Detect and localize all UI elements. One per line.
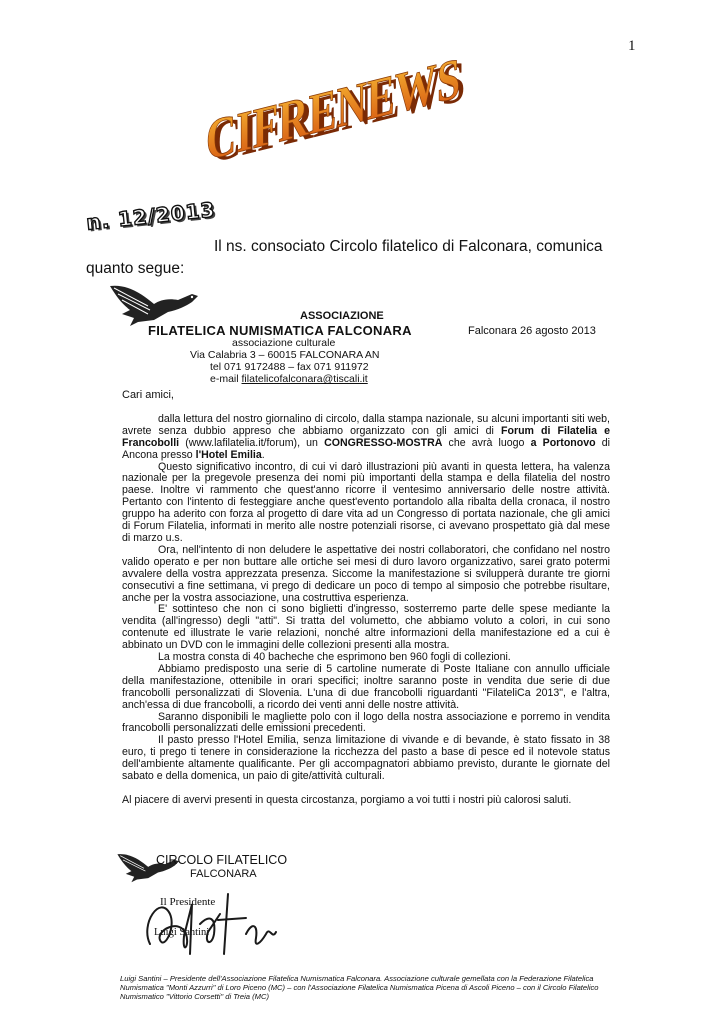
association-label: ASSOCIAZIONE [300,310,384,322]
paragraph-4: E' sottinteso che non ci sono biglietti d'ingresso, sosterremo parte delle spese mediante la vendita (all'ingresso) degli "atti". Si tratta del volumetto, che abbiamo voluto a colori, in cui sono contenute ed illustrate le varie relazioni, nonché altre informazioni della manifestazione ed a cui è abbinato un DVD con le immagini delle collezioni presenti alla mostra. [122,603,610,652]
association-name: FILATELICA NUMISMATICA FALCONARA [148,323,412,338]
email-prefix: e-mail [210,373,242,385]
association-email [210,373,368,385]
forum-name: Forum di Filatelia e Francobolli [122,424,610,449]
handwritten-signature [120,874,290,964]
logo-graphic [196,58,486,178]
cifrenews-logo [196,58,486,178]
signature-name: Luigi Santini [154,927,210,938]
page-number: 1 [628,38,636,54]
footer-note: Luigi Santini – Presidente dell'Associazione Filatelica Numismatica Falconara. Associazione culturale gemellata con la Federazione Filatelica Numismatica "Monti Azzurri" di Loro Piceno (MC) – con l'Associazione Filatelica Numismatica Picena di Ascoli Piceno – con il Circolo Filatelico Numismatico "Vittorio Corsetti" di Treia (MC) [120,974,599,1001]
greeting: Cari amici, [122,389,174,401]
issue-number: n. 12/2013 [85,197,217,235]
event-name: CONGRESSO-MOSTRA [324,436,443,449]
logo-text: CIFRENEWS [206,58,486,174]
association-subtitle: associazione culturale [232,337,336,349]
closing: Al piacere di avervi presenti in questa circostanza, porgiamo a voi tutti i nostri più calorosi saluti. [122,794,572,806]
intro-text: Il ns. consociato Circolo filatelico di Falconara, comunica quanto segue: [86,238,603,277]
letter-body [122,388,610,807]
paragraph-7: Saranno disponibili le magliette polo con il logo della nostra associazione e porremo in vendita francobolli personalizzati delle emissioni precedenti. [122,710,610,735]
paragraph-1 [122,414,610,462]
paragraph-6: Abbiamo predisposto una serie di 5 cartoline numerate di Poste Italiane con annullo ufficiale della manifestazione, ottenibile in orari specifici; inoltre saranno poste in vendita due serie di due francobolli personalizzati di Slovenia. L'una di due francobolli riguardanti "FilateliCa 2013", e l'altra, anch'essa di due francobolli, a ricordo dei venti anni delle nostre attività. [122,662,610,711]
signature-city: FALCONARA [190,868,257,880]
p1-text: che avrà luogo [442,436,531,449]
signature-club: CIRCOLO FILATELICO [156,853,288,867]
association-address: Via Calabria 3 – 60015 FALCONARA AN [190,349,380,361]
svg-text:CIFRENEWS: CIFRENEWS [210,58,486,177]
p1-text: dalla lettura del nostro giornalino di circolo, dalla stampa nazionale, su alcuni importanti siti web, avrete senza dubbio appreso che abbiamo organizzato con gli amici di [122,412,610,437]
association-phone: tel 071 9172488 – fax 071 911972 [210,361,369,373]
paragraph-5: La mostra consta di 40 bacheche che esprimono ben 960 fogli di collezioni. [158,651,511,664]
place-date: Falconara 26 agosto 2013 [468,325,596,337]
email-link[interactable]: filatelicofalconara@tiscali.it [241,373,368,385]
paragraph-8: Il pasto presso l'Hotel Emilia, senza limitazione di vivande e di bevande, è stato fissato in 38 euro, ti prego ti tenere in considerazione la ricchezza del pasto a base di pesce ed il notevole status dell'ambiente altamente qualificante. Per gli accompagnatori abbiamo previsto, durante le giornate del sabato e della domenica, un paio di gite/attività culturali. [122,734,610,783]
paragraph-3: Ora, nell'intento di non deludere le aspettative dei nostri collaboratori, che confidano nel nostro valido operato e per non buttare alle ortiche sei mesi di duro lavoro organizzativo, sarei grato potermi avvalere della vostra apprezzata presenza. Siccome la manifestazione si svilupperà durante tre giorni consecutivi a fine settimana, vi prego di dedicare un poco di tempo al simposio che potrebbe risultare, anche per la vostra associazione, una costruttiva esperienza. [122,543,610,604]
event-place: a Portonovo [530,436,596,449]
event-venue: l'Hotel Emilia [195,448,262,461]
p1-text: (www.lafilatelia.it/forum), un [179,436,325,449]
p1-text: . [261,448,265,461]
signature-role: Il Presidente [160,896,216,908]
p1-text: di Ancona presso [122,436,610,461]
paragraph-2: Questo significativo incontro, di cui vi darò illustrazioni più avanti in questa lettera, ha valenza nazionale per la pregevole presenza dei nomi più importanti della stampa e della filatelia del nostro paese. Inoltre vi rammento che quest'anno ricorre il ventesimo anniversario delle nostre attività. Pertanto con l'intento di festeggiare anche quest'evento portandolo alla ribalta della cronaca, il nostro gruppo ha aderito con forza al progetto di dare vita ad un Congresso di portata nazionale, che gli amici di Forum Filatelia, informati in merito alle nostre potenziali risorse, ci avevano prospettato già dal mese di marzo u.s. [122,460,610,544]
